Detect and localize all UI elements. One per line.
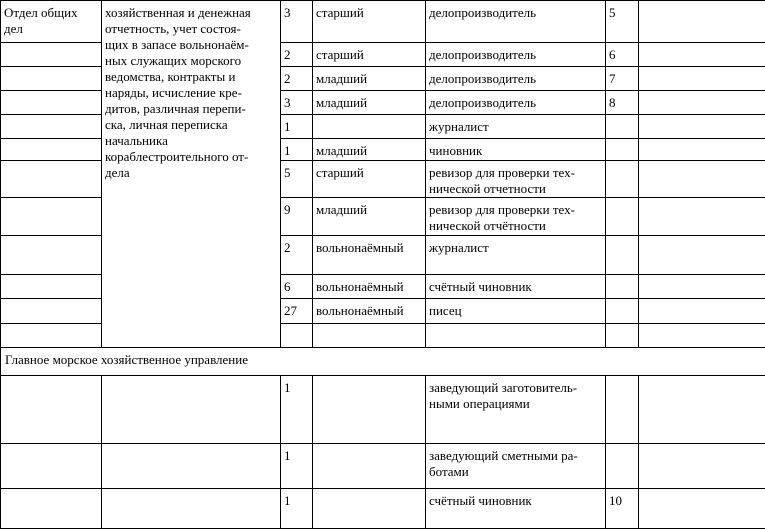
count-cell: 1 xyxy=(281,444,313,489)
position-cell: делопроизводитель xyxy=(426,43,606,67)
count-cell: 3 xyxy=(281,1,313,43)
count-cell: 1 xyxy=(281,115,313,139)
department-cell xyxy=(1,198,102,236)
note-cell xyxy=(639,236,765,275)
position-cell: счётный чиновник xyxy=(426,489,606,529)
count-cell: 1 xyxy=(281,139,313,161)
position-cell: заведующий заготовитель- ными операциями xyxy=(426,376,606,444)
note-cell xyxy=(639,1,765,43)
department-cell xyxy=(1,115,102,139)
count-cell: 2 xyxy=(281,43,313,67)
class-cell: 8 xyxy=(606,91,639,115)
department-cell xyxy=(1,376,102,444)
count-cell: 2 xyxy=(281,67,313,91)
position-cell xyxy=(426,324,606,348)
rank-cell: старший xyxy=(313,43,426,67)
class-cell xyxy=(606,198,639,236)
class-cell: 7 xyxy=(606,67,639,91)
duties-cell xyxy=(102,489,281,529)
department-cell xyxy=(1,91,102,115)
position-cell: делопроизводитель xyxy=(426,91,606,115)
department-cell xyxy=(1,324,102,348)
class-cell xyxy=(606,299,639,324)
rank-cell: вольнонаёмный xyxy=(313,275,426,299)
class-cell: 5 xyxy=(606,1,639,43)
note-cell xyxy=(639,43,765,67)
table-row xyxy=(1,489,765,529)
rank-cell: вольнонаёмный xyxy=(313,299,426,324)
note-cell xyxy=(639,299,765,324)
department-cell xyxy=(1,299,102,324)
note-cell xyxy=(639,67,765,91)
note-cell xyxy=(639,139,765,161)
rank-cell xyxy=(313,115,426,139)
department-cell xyxy=(1,275,102,299)
department-cell xyxy=(1,161,102,198)
rank-cell: младший xyxy=(313,91,426,115)
table-row xyxy=(1,376,765,444)
position-cell: делопроизводитель xyxy=(426,1,606,43)
position-cell: счётный чиновник xyxy=(426,275,606,299)
section-title: Главное морское хозяйственное управление xyxy=(1,348,765,376)
section-row xyxy=(1,348,765,376)
class-cell xyxy=(606,275,639,299)
class-cell xyxy=(606,115,639,139)
class-cell xyxy=(606,139,639,161)
note-cell xyxy=(639,489,765,529)
position-cell: писец xyxy=(426,299,606,324)
note-cell xyxy=(639,444,765,489)
rank-cell: младший xyxy=(313,139,426,161)
department-cell xyxy=(1,236,102,275)
rank-cell: младший xyxy=(313,67,426,91)
class-cell: 6 xyxy=(606,43,639,67)
rank-cell: старший xyxy=(313,1,426,43)
note-cell xyxy=(639,115,765,139)
note-cell xyxy=(639,91,765,115)
count-cell: 2 xyxy=(281,236,313,275)
class-cell xyxy=(606,236,639,275)
count-cell: 1 xyxy=(281,376,313,444)
note-cell xyxy=(639,376,765,444)
rank-cell: старший xyxy=(313,161,426,198)
count-cell: 3 xyxy=(281,91,313,115)
duties-cell xyxy=(102,444,281,489)
class-cell xyxy=(606,161,639,198)
department-cell: Отдел общих дел xyxy=(1,1,102,43)
count-cell: 5 xyxy=(281,161,313,198)
note-cell xyxy=(639,324,765,348)
department-cell xyxy=(1,67,102,91)
note-cell xyxy=(639,161,765,198)
duties-cell: хозяйственная и денежная отчетность, учет состоя- щих в запасе вольнонаём- ных служащих морского ведомства, контракты и наряды, исчисление кре- дитов, различная перепи- ска, личная переписка начальника кораблестроительного от- дела xyxy=(102,1,281,348)
department-cell xyxy=(1,139,102,161)
rank-cell xyxy=(313,376,426,444)
department-cell xyxy=(1,43,102,67)
class-cell xyxy=(606,324,639,348)
rank-cell xyxy=(313,324,426,348)
rank-cell: младший xyxy=(313,198,426,236)
class-cell xyxy=(606,376,639,444)
rank-cell: вольнонаёмный xyxy=(313,236,426,275)
department-cell xyxy=(1,444,102,489)
position-cell: журналист xyxy=(426,236,606,275)
count-cell: 27 xyxy=(281,299,313,324)
rank-cell xyxy=(313,489,426,529)
table-row xyxy=(1,444,765,489)
count-cell: 1 xyxy=(281,489,313,529)
position-cell: делопроизводитель xyxy=(426,67,606,91)
position-cell: ревизор для проверки тех- нической отчётности xyxy=(426,198,606,236)
count-cell: 9 xyxy=(281,198,313,236)
position-cell: ревизор для проверки тех- нической отчетности xyxy=(426,161,606,198)
duties-cell xyxy=(102,376,281,444)
count-cell: 6 xyxy=(281,275,313,299)
note-cell xyxy=(639,198,765,236)
rank-cell xyxy=(313,444,426,489)
count-cell xyxy=(281,324,313,348)
position-cell: чиновник xyxy=(426,139,606,161)
note-cell xyxy=(639,275,765,299)
position-cell: заведующий сметными ра- ботами xyxy=(426,444,606,489)
class-cell xyxy=(606,444,639,489)
department-cell xyxy=(1,489,102,529)
class-cell: 10 xyxy=(606,489,639,529)
position-cell: журналист xyxy=(426,115,606,139)
